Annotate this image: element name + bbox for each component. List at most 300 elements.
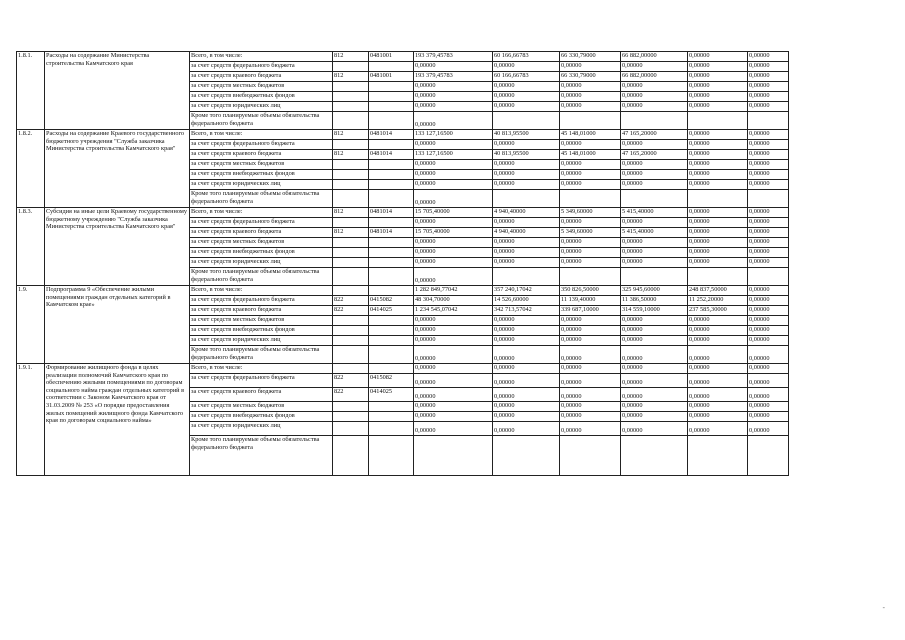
item-name: Формирование жилищного фонда в целях реализации полномочий Камчатского края по обеспечению жилыми помещениями по договорам социального найма граждан отдельных категорий в соответствии с Законом Камчатского края от 31.03.2009 № 253 «О порядке предоставления жилых помещений жилищного фонда Камчатского края по договорам социального найма» xyxy=(45,364,190,476)
amount-cell: 0,00000 xyxy=(621,62,688,72)
amount-cell: 0,00000 xyxy=(414,268,493,286)
amount-cell: 0,00000 xyxy=(748,296,789,306)
amount-cell: 193 379,45783 xyxy=(414,52,493,62)
amount-cell: 66 330,79000 xyxy=(560,52,621,62)
amount-cell: 0,00000 xyxy=(688,336,748,346)
grbs-code: 812 xyxy=(333,130,369,140)
funding-source: Всего, в том числе: xyxy=(190,208,333,218)
funding-source: за счет средств местных бюджетов xyxy=(190,160,333,170)
funding-source: за счет средств внебюджетных фондов xyxy=(190,412,333,422)
amount-cell: 0,00000 xyxy=(621,238,688,248)
amount-cell: 0,00000 xyxy=(748,346,789,364)
amount-cell: 0,00000 xyxy=(621,402,688,412)
grbs-code xyxy=(333,92,369,102)
amount-cell: 60 166,66783 xyxy=(493,72,560,82)
amount-cell: 0,00000 xyxy=(493,326,560,336)
amount-cell: 0,00000 xyxy=(748,130,789,140)
amount-cell: 0,00000 xyxy=(560,140,621,150)
amount-cell xyxy=(688,436,748,476)
amount-cell: 133 127,16500 xyxy=(414,130,493,140)
grbs-code xyxy=(333,326,369,336)
amount-cell: 0,00000 xyxy=(560,336,621,346)
amount-cell: 0,00000 xyxy=(688,102,748,112)
amount-cell xyxy=(748,190,789,208)
amount-cell xyxy=(493,436,560,476)
grbs-code xyxy=(333,218,369,228)
amount-cell: 0,00000 xyxy=(621,92,688,102)
amount-cell: 0,00000 xyxy=(560,170,621,180)
grbs-code: 812 xyxy=(333,228,369,238)
amount-cell: 1 282 849,77042 xyxy=(414,286,493,296)
target-code xyxy=(369,258,414,268)
item-number: 1.8.3. xyxy=(17,208,45,286)
amount-cell: 0,00000 xyxy=(560,248,621,258)
amount-cell: 0,00000 xyxy=(560,160,621,170)
funding-source: за счет средств федерального бюджета xyxy=(190,62,333,72)
amount-cell: 0,00000 xyxy=(493,180,560,190)
amount-cell xyxy=(621,268,688,286)
amount-cell: 0,00000 xyxy=(560,92,621,102)
amount-cell: 0,00000 xyxy=(748,336,789,346)
grbs-code xyxy=(333,364,369,374)
amount-cell: 0,00000 xyxy=(414,374,493,388)
amount-cell: 0,00000 xyxy=(688,238,748,248)
amount-cell xyxy=(560,436,621,476)
amount-cell: 0,00000 xyxy=(688,402,748,412)
amount-cell: 0,00000 xyxy=(414,326,493,336)
target-code: 0481014 xyxy=(369,208,414,218)
amount-cell: 14 526,60000 xyxy=(493,296,560,306)
grbs-code xyxy=(333,436,369,476)
funding-source: за счет средств внебюджетных фондов xyxy=(190,326,333,336)
amount-cell: 0,00000 xyxy=(688,92,748,102)
grbs-code xyxy=(333,112,369,130)
grbs-code xyxy=(333,248,369,258)
target-code: 0481014 xyxy=(369,228,414,238)
target-code xyxy=(369,364,414,374)
amount-cell: 0,00000 xyxy=(493,140,560,150)
funding-source: за счет средств внебюджетных фондов xyxy=(190,170,333,180)
funding-source: за счет средств юридических лиц xyxy=(190,102,333,112)
target-code: 0481014 xyxy=(369,150,414,160)
amount-cell: 0,00000 xyxy=(414,62,493,72)
grbs-code xyxy=(333,62,369,72)
amount-cell: 66 882,00000 xyxy=(621,72,688,82)
amount-cell: 0,00000 xyxy=(560,258,621,268)
target-code xyxy=(369,316,414,326)
amount-cell: 0,00000 xyxy=(493,258,560,268)
target-code: 0415082 xyxy=(369,296,414,306)
amount-cell: 0,00000 xyxy=(748,180,789,190)
amount-cell: 0,00000 xyxy=(414,160,493,170)
amount-cell: 0,00000 xyxy=(414,218,493,228)
amount-cell: 0,00000 xyxy=(748,364,789,374)
target-code: 0481014 xyxy=(369,130,414,140)
amount-cell: 0,00000 xyxy=(560,388,621,402)
amount-cell: 0,00000 xyxy=(414,102,493,112)
funding-source: Всего, в том числе: xyxy=(190,364,333,374)
amount-cell: 0,00000 xyxy=(688,258,748,268)
amount-cell: 0,00000 xyxy=(688,160,748,170)
amount-cell: 0,00000 xyxy=(748,82,789,92)
amount-cell: 11 139,40000 xyxy=(560,296,621,306)
grbs-code xyxy=(333,102,369,112)
grbs-code xyxy=(333,258,369,268)
amount-cell: 325 945,60000 xyxy=(621,286,688,296)
amount-cell: 0,00000 xyxy=(688,170,748,180)
amount-cell: 0,00000 xyxy=(621,374,688,388)
amount-cell: 0,00000 xyxy=(414,238,493,248)
amount-cell: 0,00000 xyxy=(748,326,789,336)
target-code xyxy=(369,436,414,476)
amount-cell: 0,00000 xyxy=(493,248,560,258)
amount-cell: 0,00000 xyxy=(414,140,493,150)
funding-source: за счет средств внебюджетных фондов xyxy=(190,92,333,102)
amount-cell: 0,00000 xyxy=(688,248,748,258)
funding-source: за счет средств федерального бюджета xyxy=(190,296,333,306)
funding-source: за счет средств краевого бюджета xyxy=(190,72,333,82)
target-code xyxy=(369,218,414,228)
item-number: 1.9. xyxy=(17,286,45,364)
grbs-code: 812 xyxy=(333,72,369,82)
amount-cell: 47 165,20000 xyxy=(621,150,688,160)
amount-cell: 0,00000 xyxy=(414,112,493,130)
amount-cell: 45 148,01000 xyxy=(560,130,621,140)
amount-cell: 0,00000 xyxy=(414,412,493,422)
target-code xyxy=(369,412,414,422)
amount-cell: 314 559,10000 xyxy=(621,306,688,316)
grbs-code xyxy=(333,422,369,436)
funding-source: за счет средств местных бюджетов xyxy=(190,238,333,248)
grbs-code xyxy=(333,336,369,346)
funding-source: за счет средств краевого бюджета xyxy=(190,388,333,402)
amount-cell: 0,00000 xyxy=(493,336,560,346)
grbs-code: 822 xyxy=(333,296,369,306)
item-name: Расходы на содержание Министерства строительства Камчатского края xyxy=(45,52,190,130)
page-edge-mark: - xyxy=(882,604,885,612)
amount-cell: 0,00000 xyxy=(414,170,493,180)
amount-cell xyxy=(560,112,621,130)
amount-cell: 0,00000 xyxy=(688,82,748,92)
amount-cell: 0,00000 xyxy=(748,102,789,112)
amount-cell: 0,00000 xyxy=(688,180,748,190)
amount-cell: 0,00000 xyxy=(748,72,789,82)
amount-cell: 0,00000 xyxy=(621,258,688,268)
amount-cell: 0,00000 xyxy=(688,228,748,238)
amount-cell: 193 379,45783 xyxy=(414,72,493,82)
table-row xyxy=(17,208,789,218)
amount-cell: 0,00000 xyxy=(560,238,621,248)
amount-cell: 0,00000 xyxy=(748,92,789,102)
amount-cell: 0,00000 xyxy=(621,170,688,180)
grbs-code: 822 xyxy=(333,374,369,388)
grbs-code xyxy=(333,402,369,412)
amount-cell: 0,00000 xyxy=(560,346,621,364)
amount-cell: 0,00000 xyxy=(560,82,621,92)
amount-cell: 47 165,20000 xyxy=(621,130,688,140)
amount-cell: 0,00000 xyxy=(688,388,748,402)
amount-cell: 4 940,40000 xyxy=(493,208,560,218)
amount-cell: 0,00000 xyxy=(688,374,748,388)
amount-cell: 0,00000 xyxy=(688,422,748,436)
funding-source: за счет средств федерального бюджета xyxy=(190,218,333,228)
amount-cell: 350 826,50000 xyxy=(560,286,621,296)
amount-cell: 0,00000 xyxy=(414,190,493,208)
grbs-code xyxy=(333,412,369,422)
target-code: 0414025 xyxy=(369,388,414,402)
target-code xyxy=(369,170,414,180)
amount-cell: 40 813,95500 xyxy=(493,150,560,160)
target-code xyxy=(369,346,414,364)
amount-cell: 0,00000 xyxy=(414,346,493,364)
amount-cell: 0,00000 xyxy=(688,346,748,364)
amount-cell: 45 148,01000 xyxy=(560,150,621,160)
target-code xyxy=(369,422,414,436)
target-code xyxy=(369,326,414,336)
target-code xyxy=(369,190,414,208)
amount-cell: 0,00000 xyxy=(688,52,748,62)
amount-cell: 248 837,50000 xyxy=(688,286,748,296)
funding-source: за счет средств федерального бюджета xyxy=(190,374,333,388)
amount-cell: 0,00000 xyxy=(621,180,688,190)
amount-cell: 0,00000 xyxy=(493,218,560,228)
amount-cell: 5 415,40000 xyxy=(621,228,688,238)
grbs-code xyxy=(333,82,369,92)
funding-source: за счет средств юридических лиц xyxy=(190,258,333,268)
funding-source: Всего, в том числе: xyxy=(190,286,333,296)
amount-cell xyxy=(688,190,748,208)
funding-source: за счет средств краевого бюджета xyxy=(190,228,333,238)
amount-cell: 0,00000 xyxy=(621,388,688,402)
amount-cell: 0,00000 xyxy=(748,62,789,72)
amount-cell: 0,00000 xyxy=(414,248,493,258)
target-code xyxy=(369,402,414,412)
amount-cell xyxy=(560,268,621,286)
amount-cell: 0,00000 xyxy=(414,388,493,402)
amount-cell: 0,00000 xyxy=(414,422,493,436)
amount-cell: 0,00000 xyxy=(748,258,789,268)
funding-source: за счет средств юридических лиц xyxy=(190,180,333,190)
amount-cell: 5 415,40000 xyxy=(621,208,688,218)
item-number: 1.8.1. xyxy=(17,52,45,130)
amount-cell: 0,00000 xyxy=(688,130,748,140)
amount-cell xyxy=(748,436,789,476)
amount-cell: 0,00000 xyxy=(621,140,688,150)
amount-cell: 0,00000 xyxy=(493,316,560,326)
grbs-code xyxy=(333,160,369,170)
amount-cell: 0,00000 xyxy=(748,52,789,62)
amount-cell xyxy=(493,112,560,130)
target-code xyxy=(369,102,414,112)
amount-cell: 0,00000 xyxy=(414,364,493,374)
amount-cell: 5 349,60000 xyxy=(560,208,621,218)
funding-source: за счет средств местных бюджетов xyxy=(190,402,333,412)
amount-cell: 0,00000 xyxy=(621,102,688,112)
amount-cell xyxy=(493,268,560,286)
target-code xyxy=(369,92,414,102)
amount-cell: 48 304,70000 xyxy=(414,296,493,306)
funding-source: Всего, в том числе: xyxy=(190,52,333,62)
target-code xyxy=(369,238,414,248)
item-name: Субсидия на иные цели Краевому государственному бюджетному учреждению "Служба заказчика Министерства строительства Камчатского края" xyxy=(45,208,190,286)
amount-cell: 0,00000 xyxy=(560,180,621,190)
target-code xyxy=(369,82,414,92)
amount-cell: 342 713,57042 xyxy=(493,306,560,316)
amount-cell: 0,00000 xyxy=(621,336,688,346)
table-row xyxy=(17,130,789,140)
amount-cell: 0,00000 xyxy=(621,346,688,364)
amount-cell: 0,00000 xyxy=(493,402,560,412)
amount-cell: 0,00000 xyxy=(621,248,688,258)
amount-cell: 0,00000 xyxy=(748,422,789,436)
amount-cell: 11 252,20000 xyxy=(688,296,748,306)
amount-cell: 0,00000 xyxy=(493,422,560,436)
amount-cell: 0,00000 xyxy=(748,228,789,238)
amount-cell: 0,00000 xyxy=(748,140,789,150)
target-code: 0414025 xyxy=(369,306,414,316)
amount-cell: 0,00000 xyxy=(414,92,493,102)
target-code: 0415082 xyxy=(369,374,414,388)
amount-cell: 0,00000 xyxy=(560,316,621,326)
funding-source: за счет средств краевого бюджета xyxy=(190,306,333,316)
grbs-code xyxy=(333,316,369,326)
amount-cell: 0,00000 xyxy=(748,170,789,180)
amount-cell: 0,00000 xyxy=(748,402,789,412)
funding-source: Кроме того планируемые объемы обязательства федерального бюджета xyxy=(190,112,333,130)
amount-cell: 0,00000 xyxy=(688,140,748,150)
amount-cell: 0,00000 xyxy=(748,286,789,296)
amount-cell: 0,00000 xyxy=(748,316,789,326)
amount-cell: 40 813,95500 xyxy=(493,130,560,140)
amount-cell: 0,00000 xyxy=(688,62,748,72)
item-name: Расходы на содержание Краевого государственного бюджетного учреждения "Служба заказчика Министерства строительства Камчатского края" xyxy=(45,130,190,208)
grbs-code xyxy=(333,180,369,190)
grbs-code xyxy=(333,190,369,208)
amount-cell: 0,00000 xyxy=(748,374,789,388)
amount-cell xyxy=(493,190,560,208)
funding-source: Кроме того планируемые объемы обязательства федерального бюджета xyxy=(190,436,333,476)
funding-source: за счет средств местных бюджетов xyxy=(190,82,333,92)
amount-cell: 0,00000 xyxy=(748,306,789,316)
funding-source: за счет средств краевого бюджета xyxy=(190,150,333,160)
funding-source: за счет средств юридических лиц xyxy=(190,336,333,346)
amount-cell xyxy=(688,112,748,130)
target-code xyxy=(369,112,414,130)
amount-cell: 0,00000 xyxy=(621,316,688,326)
amount-cell: 0,00000 xyxy=(621,218,688,228)
amount-cell: 0,00000 xyxy=(688,412,748,422)
amount-cell: 0,00000 xyxy=(414,402,493,412)
target-code xyxy=(369,62,414,72)
amount-cell: 0,00000 xyxy=(688,364,748,374)
budget-table xyxy=(16,51,789,476)
target-code: 0481001 xyxy=(369,52,414,62)
amount-cell xyxy=(621,112,688,130)
amount-cell xyxy=(414,436,493,476)
grbs-code: 812 xyxy=(333,150,369,160)
amount-cell xyxy=(688,268,748,286)
amount-cell: 0,00000 xyxy=(688,72,748,82)
amount-cell: 0,00000 xyxy=(560,218,621,228)
amount-cell: 0,00000 xyxy=(621,160,688,170)
grbs-code xyxy=(333,170,369,180)
amount-cell: 60 166,66783 xyxy=(493,52,560,62)
item-name: Подпрограмма 9 «Обеспечение жилыми помещениями граждан отдельных категорий в Камчатском крае» xyxy=(45,286,190,364)
amount-cell: 0,00000 xyxy=(748,150,789,160)
amount-cell: 0,00000 xyxy=(560,364,621,374)
amount-cell: 0,00000 xyxy=(493,346,560,364)
table-row xyxy=(17,364,789,374)
amount-cell xyxy=(748,268,789,286)
amount-cell: 0,00000 xyxy=(560,374,621,388)
amount-cell: 339 687,10000 xyxy=(560,306,621,316)
amount-cell xyxy=(560,190,621,208)
target-code xyxy=(369,140,414,150)
grbs-code xyxy=(333,346,369,364)
amount-cell: 0,00000 xyxy=(621,364,688,374)
funding-source: за счет средств внебюджетных фондов xyxy=(190,248,333,258)
grbs-code xyxy=(333,286,369,296)
amount-cell: 0,00000 xyxy=(414,82,493,92)
amount-cell: 0,00000 xyxy=(493,388,560,402)
amount-cell: 15 705,40000 xyxy=(414,208,493,218)
funding-source: Кроме того планируемые объемы обязательства федерального бюджета xyxy=(190,346,333,364)
target-code xyxy=(369,336,414,346)
amount-cell: 0,00000 xyxy=(688,316,748,326)
amount-cell: 0,00000 xyxy=(621,412,688,422)
amount-cell: 237 585,30000 xyxy=(688,306,748,316)
amount-cell: 5 349,60000 xyxy=(560,228,621,238)
funding-source: Всего, в том числе: xyxy=(190,130,333,140)
target-code xyxy=(369,160,414,170)
amount-cell: 0,00000 xyxy=(560,422,621,436)
amount-cell: 15 705,40000 xyxy=(414,228,493,238)
grbs-code xyxy=(333,238,369,248)
target-code xyxy=(369,286,414,296)
amount-cell: 0,00000 xyxy=(748,218,789,228)
amount-cell: 0,00000 xyxy=(748,160,789,170)
grbs-code xyxy=(333,268,369,286)
amount-cell: 0,00000 xyxy=(688,326,748,336)
amount-cell xyxy=(621,190,688,208)
amount-cell: 0,00000 xyxy=(493,92,560,102)
amount-cell: 11 386,50000 xyxy=(621,296,688,306)
amount-cell: 133 127,16500 xyxy=(414,150,493,160)
funding-source: Кроме того планируемые объемы обязательства федерального бюджета xyxy=(190,190,333,208)
grbs-code: 812 xyxy=(333,52,369,62)
amount-cell: 0,00000 xyxy=(493,170,560,180)
amount-cell: 0,00000 xyxy=(688,150,748,160)
amount-cell: 0,00000 xyxy=(621,82,688,92)
amount-cell: 1 234 545,07042 xyxy=(414,306,493,316)
table-row xyxy=(17,286,789,296)
amount-cell: 0,00000 xyxy=(688,208,748,218)
amount-cell: 0,00000 xyxy=(414,336,493,346)
grbs-code xyxy=(333,140,369,150)
funding-source: за счет средств юридических лиц xyxy=(190,422,333,436)
target-code: 0481001 xyxy=(369,72,414,82)
amount-cell: 66 882,00000 xyxy=(621,52,688,62)
table-row xyxy=(17,52,789,62)
amount-cell: 0,00000 xyxy=(493,238,560,248)
amount-cell: 0,00000 xyxy=(621,422,688,436)
amount-cell: 0,00000 xyxy=(493,374,560,388)
amount-cell: 0,00000 xyxy=(748,248,789,258)
amount-cell: 4 940,40000 xyxy=(493,228,560,238)
amount-cell: 0,00000 xyxy=(748,412,789,422)
funding-source: за счет средств федерального бюджета xyxy=(190,140,333,150)
amount-cell: 0,00000 xyxy=(748,388,789,402)
